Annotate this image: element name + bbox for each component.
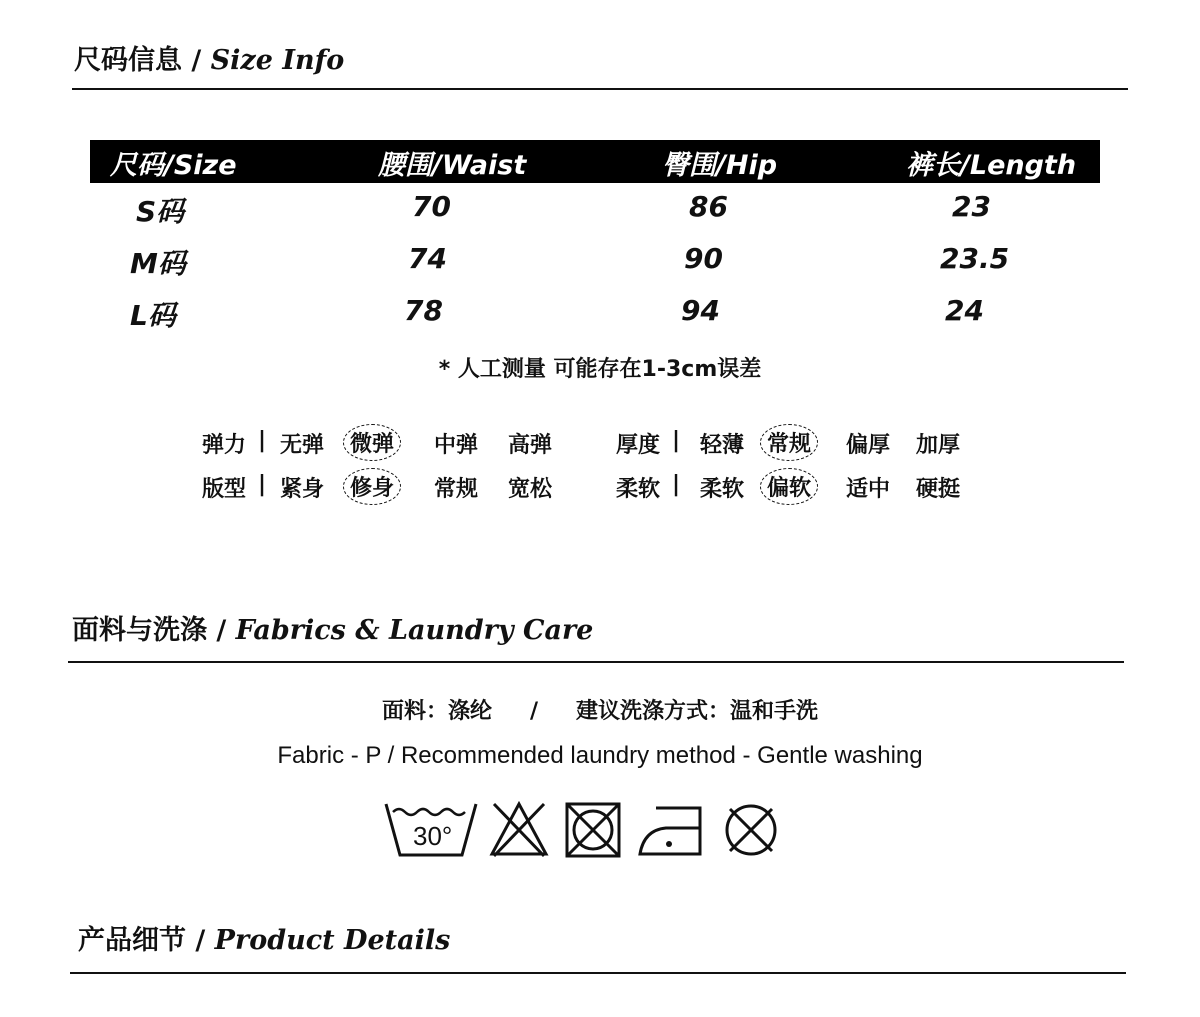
details-title-cn: 产品细节 / bbox=[78, 925, 206, 956]
length-cell: 23 bbox=[952, 190, 991, 223]
wash-method-text: 建议洗涤方式：温和手洗 bbox=[576, 699, 819, 724]
fit-option: 紧身 bbox=[280, 477, 325, 502]
material-text: 面料：涤纶 bbox=[381, 699, 492, 724]
measurement-note: * 人工测量 可能存在1-3cm误差 bbox=[438, 357, 762, 382]
size-cell: S码 bbox=[136, 195, 185, 228]
thickness-option: 轻薄 bbox=[700, 433, 745, 458]
size-cell: L码 bbox=[130, 299, 176, 332]
size-info-divider bbox=[72, 88, 1128, 90]
fit-option-selected: 修身 bbox=[343, 468, 401, 505]
header-waist: 腰围/Waist bbox=[378, 150, 527, 181]
divider: | bbox=[258, 428, 267, 453]
waist-cell: 70 bbox=[412, 190, 451, 223]
header-length: 裤长/Length bbox=[906, 150, 1077, 181]
hip-cell: 90 bbox=[684, 242, 723, 275]
elasticity-option-selected: 微弹 bbox=[343, 424, 401, 461]
no-bleach-icon bbox=[488, 800, 550, 860]
fabrics-title-en: Fabrics & Laundry Care bbox=[235, 615, 594, 646]
details-divider bbox=[70, 972, 1126, 974]
table-row bbox=[0, 294, 1200, 338]
length-cell: 23.5 bbox=[940, 242, 1010, 275]
size-info-title-en: Size Info bbox=[210, 45, 345, 76]
softness-option: 柔软 bbox=[700, 477, 745, 502]
softness-option: 硬挺 bbox=[916, 477, 961, 502]
wash-temp-label: 30° bbox=[413, 821, 453, 851]
thickness-option-selected: 常规 bbox=[760, 424, 818, 461]
fabric-info-cn bbox=[0, 694, 1200, 725]
softness-option-selected: 偏软 bbox=[760, 468, 818, 505]
details-title bbox=[78, 918, 450, 957]
thickness-label: 厚度 bbox=[616, 433, 661, 458]
hip-cell: 94 bbox=[681, 294, 720, 327]
length-cell: 24 bbox=[945, 294, 984, 327]
separator: / bbox=[529, 699, 539, 724]
thickness-option: 加厚 bbox=[916, 433, 961, 458]
iron-low-icon bbox=[636, 800, 706, 860]
table-row bbox=[0, 242, 1200, 286]
divider: | bbox=[672, 472, 681, 497]
fabric-info-en: Fabric - P / Recommended laundry method - Gentle washing bbox=[277, 742, 923, 769]
softness-label: 柔软 bbox=[616, 477, 661, 502]
elasticity-option: 高弹 bbox=[508, 433, 553, 458]
no-tumble-dry-icon bbox=[564, 800, 622, 860]
fit-option: 宽松 bbox=[508, 477, 553, 502]
size-info-title-cn: 尺码信息 / bbox=[74, 45, 202, 76]
size-table-header bbox=[90, 140, 1100, 183]
fit-label: 版型 bbox=[202, 477, 247, 502]
fit-row bbox=[0, 472, 1200, 502]
fabrics-title bbox=[72, 608, 593, 647]
header-hip: 臀围/Hip bbox=[662, 150, 778, 181]
softness-option: 适中 bbox=[846, 477, 891, 502]
elasticity-option: 无弹 bbox=[280, 433, 325, 458]
size-info-title bbox=[74, 38, 344, 77]
table-row bbox=[0, 190, 1200, 234]
hip-cell: 86 bbox=[689, 190, 728, 223]
elasticity-row bbox=[0, 428, 1200, 458]
fabrics-title-cn: 面料与洗涤 / bbox=[72, 615, 227, 646]
details-title-en: Product Details bbox=[214, 925, 451, 956]
elasticity-option: 中弹 bbox=[434, 433, 479, 458]
waist-cell: 78 bbox=[404, 294, 443, 327]
header-size: 尺码/Size bbox=[110, 150, 237, 181]
fabrics-divider bbox=[68, 661, 1124, 663]
thickness-option: 偏厚 bbox=[846, 433, 891, 458]
size-cell: M码 bbox=[130, 247, 186, 280]
wash-30-icon bbox=[383, 800, 479, 860]
no-dry-clean-icon bbox=[722, 800, 780, 860]
fit-option: 常规 bbox=[434, 477, 479, 502]
divider: | bbox=[258, 472, 267, 497]
waist-cell: 74 bbox=[408, 242, 447, 275]
divider: | bbox=[672, 428, 681, 453]
elasticity-label: 弹力 bbox=[202, 433, 247, 458]
